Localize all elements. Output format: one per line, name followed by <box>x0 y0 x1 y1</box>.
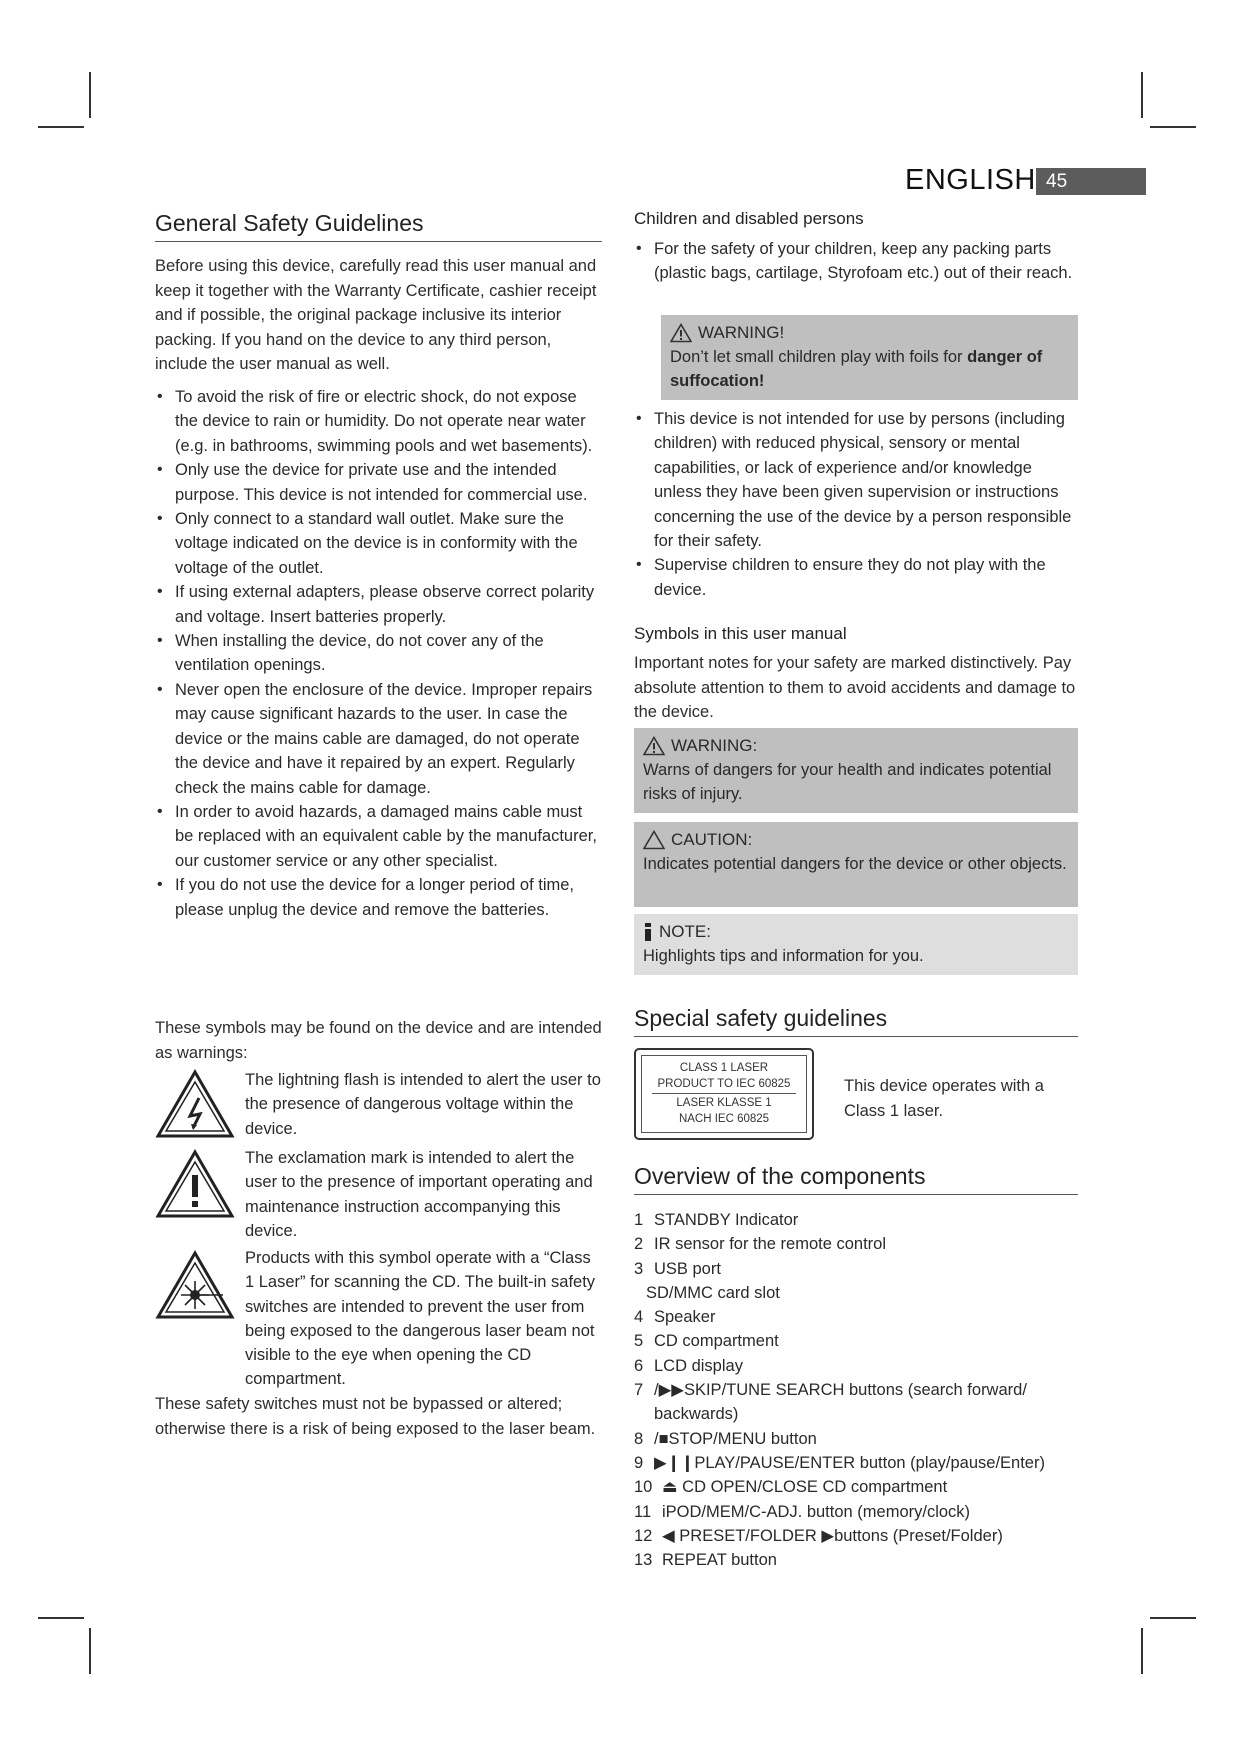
item-number: 7 <box>634 1381 644 1400</box>
list-item <box>634 1500 1078 1524</box>
symbols-intro: These symbols may be found on the device and are intended as warnings: <box>155 1019 602 1062</box>
item-text: ◀ PRESET/FOLDER ▶buttons (Preset/Folder) <box>662 1526 1003 1545</box>
label-line: CLASS 1 LASER <box>679 1062 769 1074</box>
list-item <box>634 1305 1078 1329</box>
item-text: STANDBY Indicator <box>654 1211 799 1229</box>
warning-icon <box>643 736 665 756</box>
list-item <box>634 1524 1078 1548</box>
item-text: CD compartment <box>654 1332 779 1351</box>
crop-mark <box>38 126 84 128</box>
crop-mark <box>89 72 91 118</box>
item-number: 4 <box>634 1308 644 1327</box>
language-header: ENGLISH <box>905 164 1036 196</box>
list-item: • Never open the enclosure of the device. Improper repairs may cause significant hazards to the user. In case the device or the mains cable are damaged, do not operate the device and have it repaired by an expert. Regularly check the mains cable for damage. <box>155 678 602 800</box>
children-warning-title: WARNING! <box>698 323 785 342</box>
warning-box <box>634 728 1078 813</box>
class1-laser-label <box>634 1048 814 1140</box>
lightning-text: The lightning flash is intended to alert the user to the presence of dangerous voltage within the device. <box>245 1071 601 1138</box>
warning-icon <box>670 323 692 343</box>
crop-mark <box>1141 72 1143 118</box>
subsection-title-symbols: Symbols in this user manual <box>634 624 847 643</box>
caution-title: CAUTION: <box>671 830 753 849</box>
symbols-manual-intro: Important notes for your safety are marked distinctively. Pay absolute attention to them to avoid accidents and damage to the device. <box>634 654 1076 721</box>
general-intro: Before using this device, carefully read this user manual and keep it together with the Warranty Certificate, cashier receipt and if possible, the original package inclusive its interior packing. If you hand on the device to any third person, include the user manual as well. <box>155 257 597 373</box>
children-warning-text: Don’t let small children play with foils for <box>670 348 968 366</box>
list-item <box>634 1281 1078 1305</box>
item-text: /■STOP/MENU button <box>654 1429 817 1448</box>
list-item: • Only use the device for private use and the intended purpose. This device is not intended for commercial use. <box>155 458 602 507</box>
children-warning-body <box>670 345 1069 393</box>
exclamation-symbol-row <box>155 1146 602 1246</box>
caution-title-row <box>643 828 1069 852</box>
item-number: 12 <box>634 1526 653 1545</box>
general-bullets <box>155 385 602 922</box>
laser-symbol-row <box>155 1246 602 1396</box>
warning-title-row <box>643 734 1069 758</box>
note-text: Highlights tips and information for you. <box>643 947 924 965</box>
lightning-symbol-row <box>155 1068 602 1144</box>
item-number: 6 <box>634 1356 644 1375</box>
list-item: • This device is not intended for use by persons (including children) with reduced physical, sensory or mental capabilities, or lack of experience and/or knowledge unless they have been given supervision or instructions concerning the use of the device by a person responsible for their safety. <box>634 407 1078 553</box>
laser-text: Products with this symbol operate with a “Class 1 Laser” for scanning the CD. The built-in safety switches are intended to prevent the user from being exposed to the dangerous laser beam not visible to the eye when opening the CD compartment. <box>245 1249 596 1389</box>
label-divider <box>652 1093 796 1094</box>
subsection-title-children: Children and disabled persons <box>634 209 864 228</box>
exclamation-warning-icon <box>155 1148 235 1220</box>
components-list <box>634 1208 1078 1572</box>
laser-warning-icon <box>155 1249 235 1321</box>
item-number: 1 <box>634 1211 644 1229</box>
label-line: PRODUCT TO IEC 60825 <box>657 1078 791 1090</box>
item-text: SD/MMC card slot <box>646 1283 780 1302</box>
lightning-warning-icon <box>155 1068 235 1140</box>
list-item: • For the safety of your children, keep any packing parts (plastic bags, cartilage, Styrofoam etc.) out of their reach. <box>634 237 1078 286</box>
list-item: • If you do not use the device for a longer period of time, please unplug the device and remove the batteries. <box>155 873 602 922</box>
caution-text: Indicates potential dangers for the device or other objects. <box>643 855 1067 873</box>
crop-mark <box>89 1628 91 1674</box>
symbols-outro: These safety switches must not be bypassed or altered; otherwise there is a risk of being exposed to the laser beam. <box>155 1395 596 1438</box>
crop-mark <box>1150 1617 1196 1619</box>
children-warning-box <box>661 315 1078 400</box>
item-number: 3 <box>634 1259 644 1278</box>
list-item: • When installing the device, do not cover any of the ventilation openings. <box>155 629 602 678</box>
list-item <box>634 1548 1078 1572</box>
label-line: NACH IEC 60825 <box>678 1113 770 1125</box>
item-number: 5 <box>634 1332 644 1351</box>
section-title-general-safety: General Safety Guidelines <box>155 210 602 242</box>
list-item <box>634 1354 1078 1378</box>
list-item <box>634 1475 1078 1499</box>
special-safety-text: This device operates with a Class 1 laser. <box>844 1077 1044 1120</box>
section-title-overview: Overview of the components <box>634 1163 1078 1195</box>
item-text: ▶❙❙PLAY/PAUSE/ENTER button (play/pause/Enter) <box>654 1453 1045 1472</box>
list-item: • In order to avoid hazards, a damaged mains cable must be replaced with an equivalent cable by the manufacturer, our customer service or any other specialist. <box>155 800 602 873</box>
list-item <box>634 1378 1078 1427</box>
crop-mark <box>38 1617 84 1619</box>
item-number: 11 <box>634 1502 652 1521</box>
item-text: USB port <box>654 1259 721 1278</box>
info-icon <box>643 922 653 942</box>
list-item: • Supervise children to ensure they do not play with the device. <box>634 553 1078 602</box>
list-item <box>634 1232 1078 1256</box>
list-item <box>634 1451 1078 1475</box>
list-item <box>634 1257 1078 1281</box>
list-item: • If using external adapters, please observe correct polarity and voltage. Insert batteries properly. <box>155 580 602 629</box>
exclamation-text: The exclamation mark is intended to alert the user to the presence of important operating and maintenance instruction accompanying this device. <box>245 1149 593 1240</box>
list-item <box>634 1208 1078 1232</box>
item-number: 2 <box>634 1235 644 1254</box>
children-bullets-2 <box>634 407 1078 602</box>
section-title-special-safety: Special safety guidelines <box>634 1005 1078 1037</box>
item-text: iPOD/MEM/C-ADJ. button (memory/clock) <box>662 1502 971 1521</box>
children-bullet-1 <box>634 237 1078 286</box>
item-number: 13 <box>634 1551 653 1570</box>
list-item <box>634 1329 1078 1353</box>
item-text: /▶▶SKIP/TUNE SEARCH buttons (search forward/ backwards) <box>654 1381 1027 1424</box>
page-number <box>1036 168 1146 195</box>
item-text: Speaker <box>654 1308 716 1327</box>
note-box <box>634 914 1078 975</box>
class1-laser-label-inner <box>641 1055 807 1133</box>
list-item: • Only connect to a standard wall outlet. Make sure the voltage indicated on the device is in conformity with the voltage of the outlet. <box>155 507 602 580</box>
children-warning-title-row <box>670 321 1069 345</box>
item-text: ⏏ CD OPEN/CLOSE CD compartment <box>662 1478 948 1497</box>
list-item: • To avoid the risk of fire or electric shock, do not expose the device to rain or humidity. Do not operate near water (e.g. in bathrooms, swimming pools and wet basements). <box>155 385 602 458</box>
page-number-text: 45 <box>1046 171 1068 192</box>
crop-mark <box>1141 1628 1143 1674</box>
children-warning-bold: danger of suffocation! <box>670 348 1043 390</box>
note-title: NOTE: <box>659 922 711 941</box>
item-text: REPEAT button <box>662 1551 777 1570</box>
crop-mark <box>1150 126 1196 128</box>
caution-box <box>634 822 1078 907</box>
list-item <box>634 1427 1078 1451</box>
item-number: 8 <box>634 1429 644 1448</box>
caution-icon <box>643 830 665 850</box>
warning-text: Warns of dangers for your health and indicates potential risks of injury. <box>643 761 1052 803</box>
item-number: 10 <box>634 1478 653 1497</box>
item-text: IR sensor for the remote control <box>654 1235 887 1254</box>
note-title-row <box>643 920 1069 944</box>
warning-title: WARNING: <box>671 736 758 755</box>
label-line: LASER KLASSE 1 <box>676 1097 772 1109</box>
item-text: LCD display <box>654 1356 743 1375</box>
item-number: 9 <box>634 1453 644 1472</box>
